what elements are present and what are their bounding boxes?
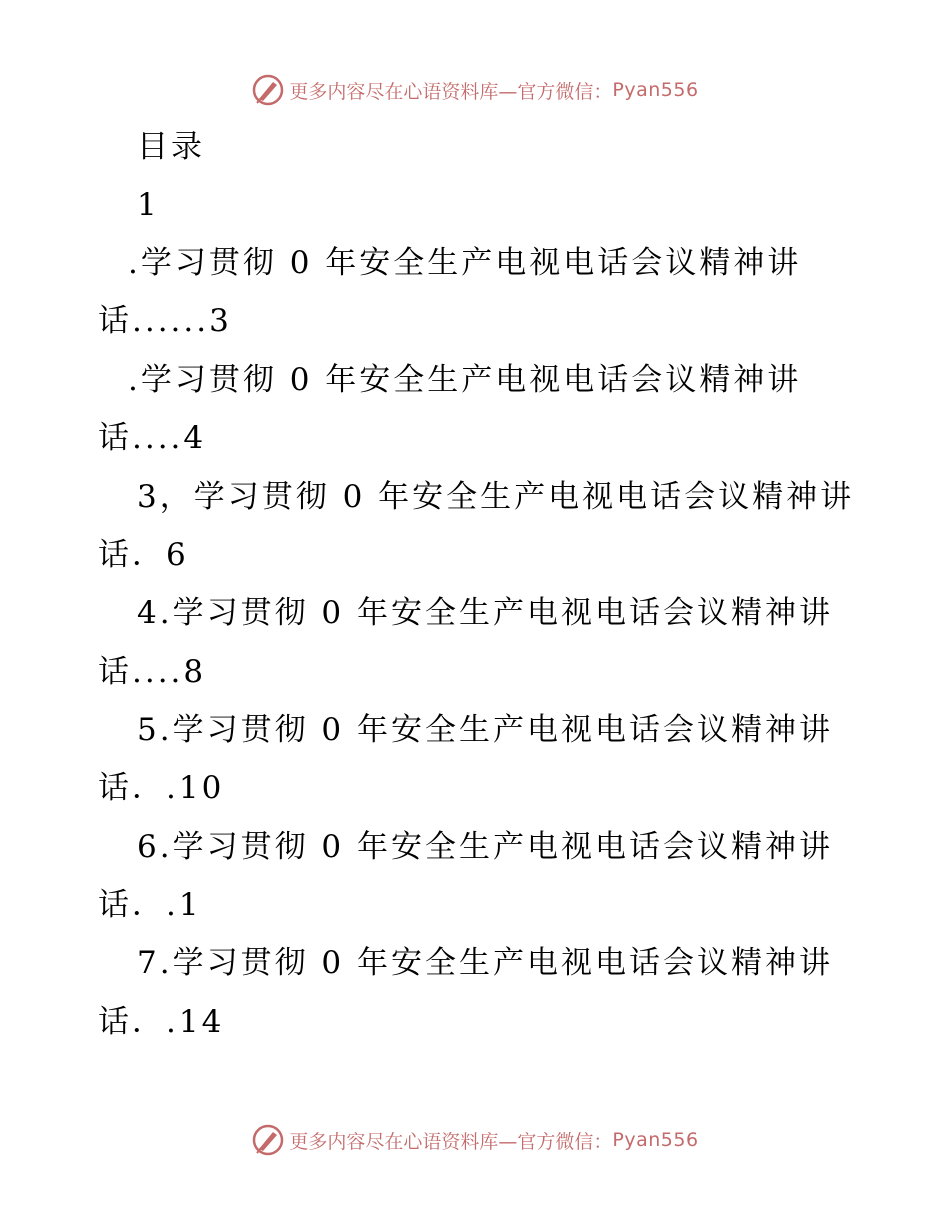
toc-line: 话......3 [98, 303, 232, 339]
toc-line: 话．.14 [98, 1004, 225, 1040]
toc-line: 话．6 [98, 537, 189, 573]
header-watermark [0, 70, 950, 110]
toc-line: 话....4 [98, 420, 207, 456]
toc-line: 1 [137, 187, 160, 223]
toc-line: 5.学习贯彻 0 年安全生产电视电话会议精神讲 [137, 712, 834, 748]
watermark-text: 更多内容尽在心语资料库—官方微信： [289, 1130, 613, 1153]
watermark-text: 更多内容尽在心语资料库—官方微信： [289, 80, 613, 103]
pen-logo-icon [251, 1123, 285, 1157]
footer-watermark [0, 1120, 950, 1160]
watermark-wechat-id: Pyan556 [612, 1129, 699, 1151]
toc-heading: 目录 [137, 129, 205, 165]
toc-line: 6.学习贯彻 0 年安全生产电视电话会议精神讲 [137, 829, 834, 865]
pen-logo-icon [251, 73, 285, 107]
toc-line: 话．.10 [98, 770, 225, 806]
watermark-wechat-id: Pyan556 [612, 79, 699, 101]
toc-line: 话．.1 [98, 887, 202, 923]
toc-line: .学习贯彻 0 年安全生产电视电话会议精神讲 [128, 362, 802, 398]
toc-line: 3，学习贯彻 0 年安全生产电视电话会议精神讲 [137, 479, 855, 515]
toc-line: 话....8 [98, 654, 207, 690]
toc-line: 4.学习贯彻 0 年安全生产电视电话会议精神讲 [137, 595, 834, 631]
toc-line: 7.学习贯彻 0 年安全生产电视电话会议精神讲 [137, 945, 834, 981]
toc-line: .学习贯彻 0 年安全生产电视电话会议精神讲 [128, 245, 802, 281]
